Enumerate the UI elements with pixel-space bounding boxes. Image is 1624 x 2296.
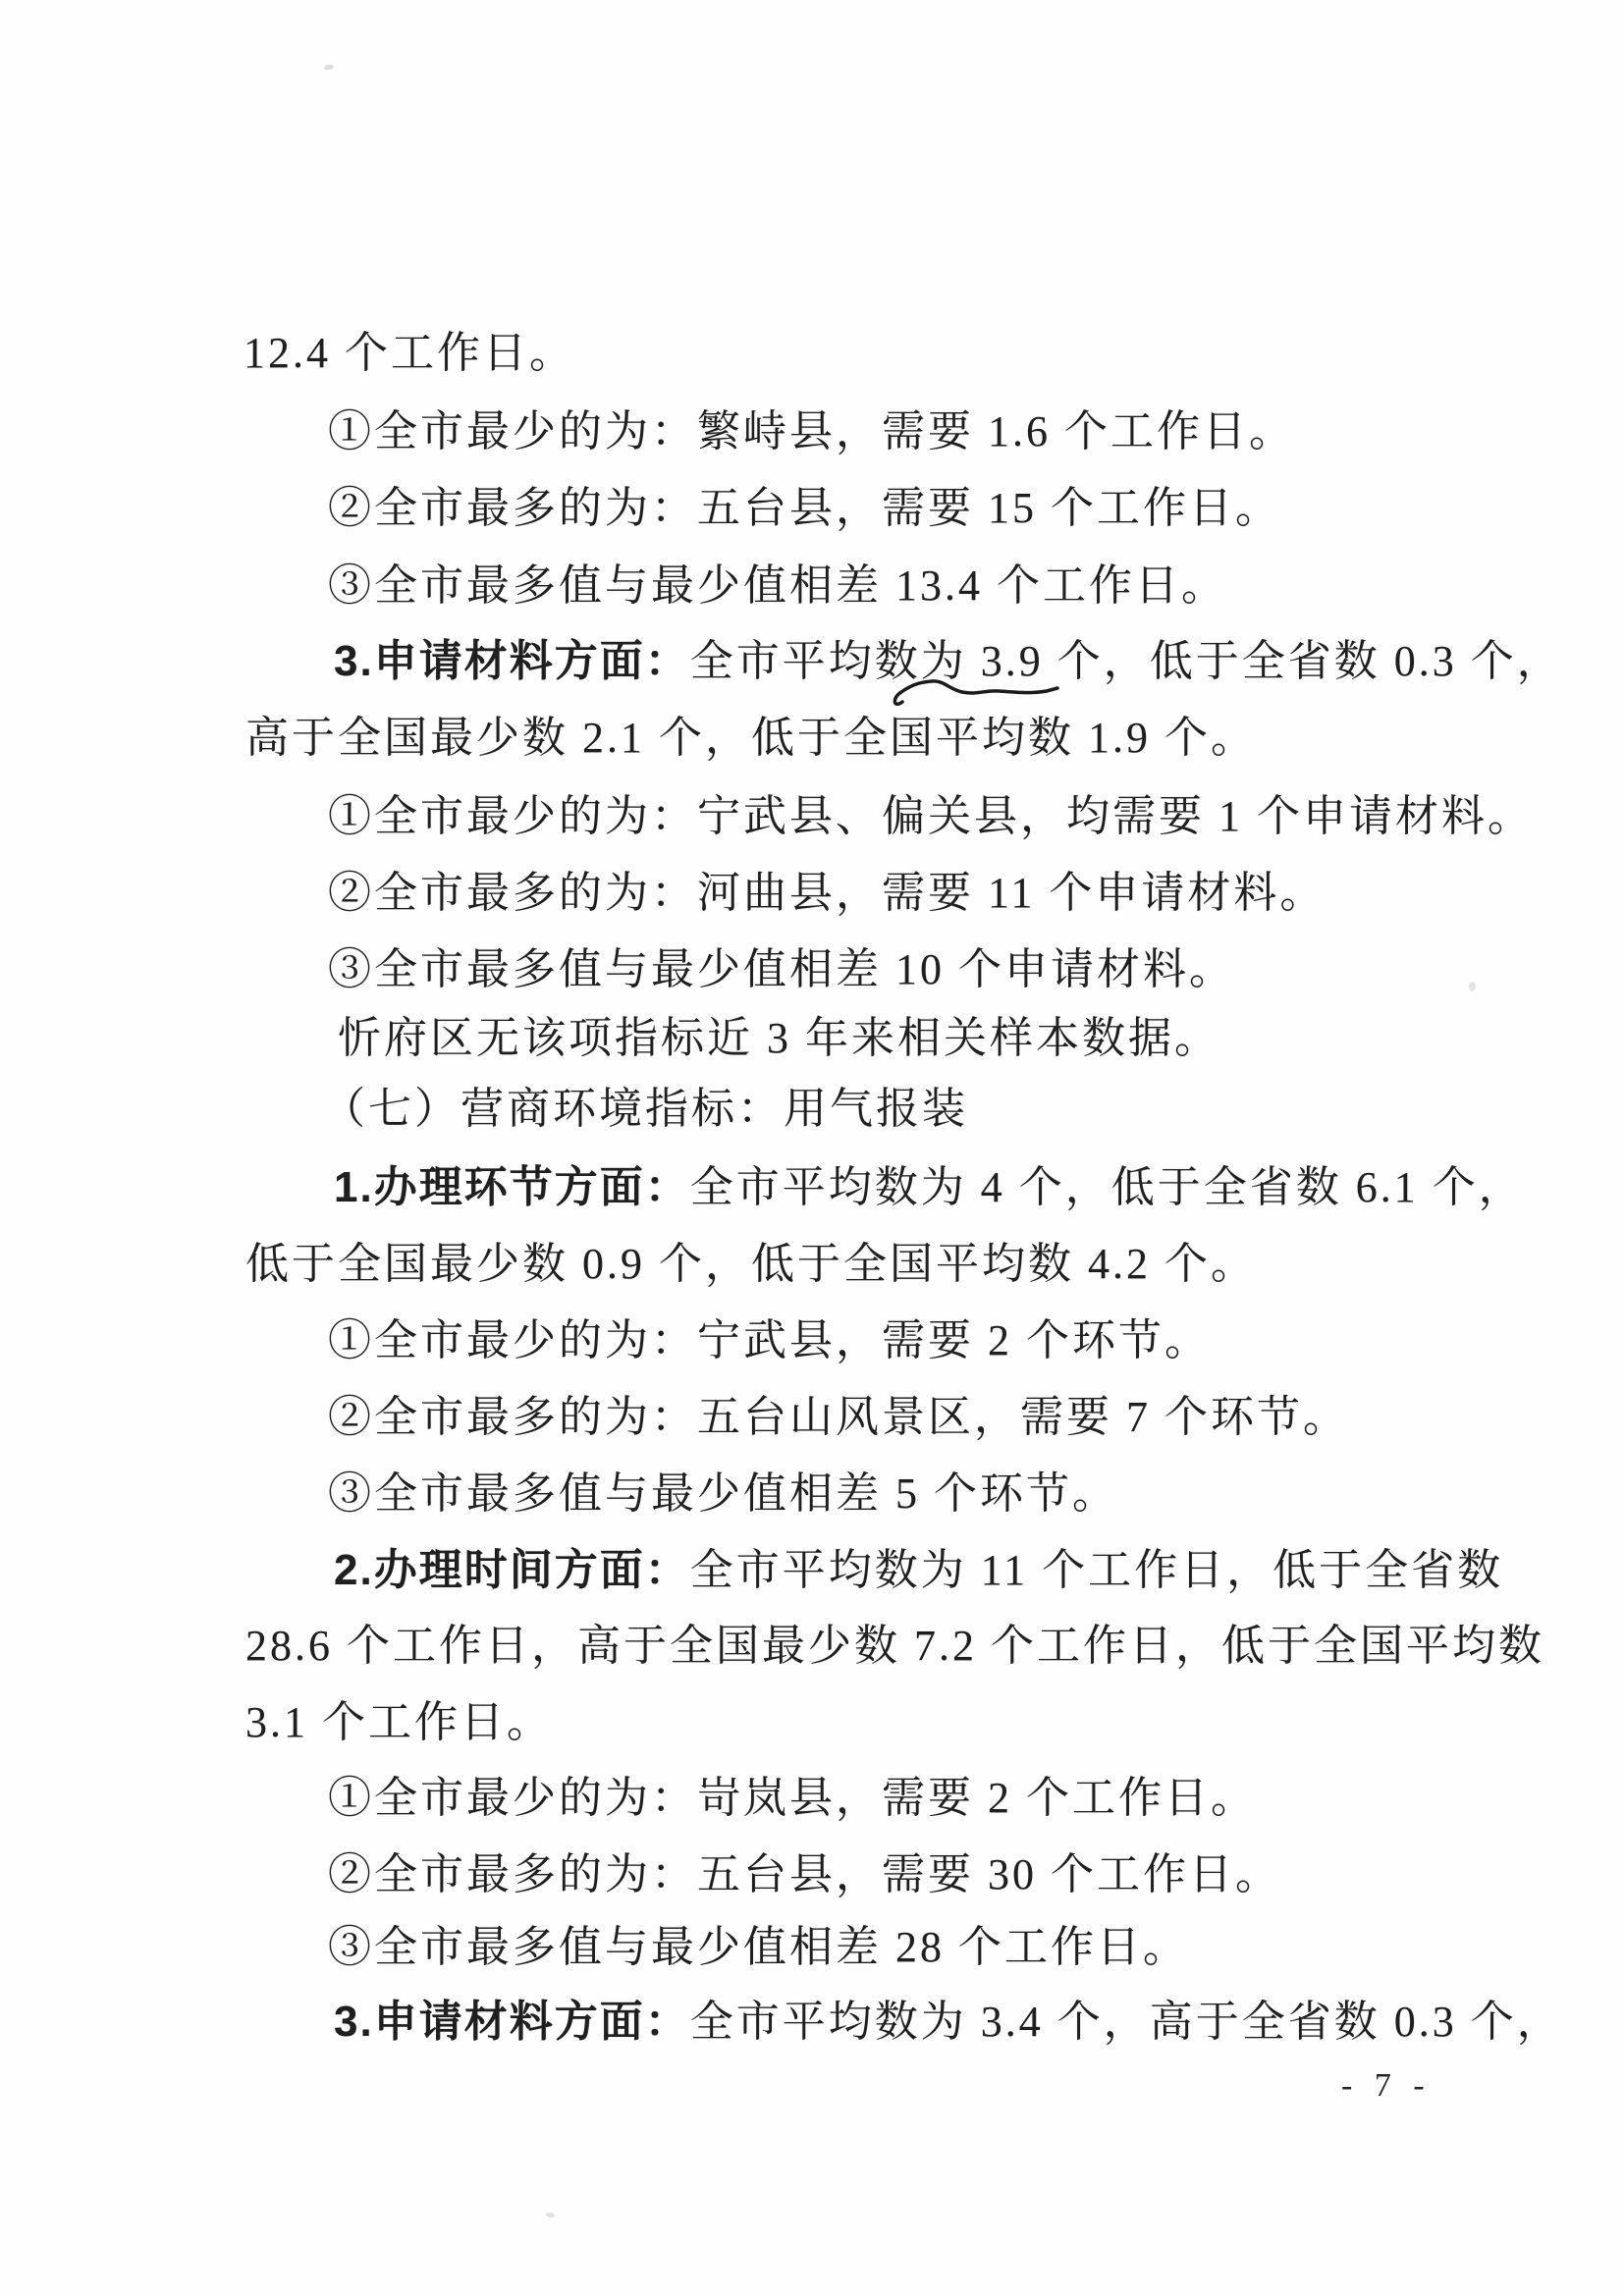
text-line <box>328 485 1281 532</box>
line-text: 低于全国最少数 0.9 个，低于全国平均数 4.2 个。 <box>245 1240 1257 1288</box>
text-line <box>245 715 1257 762</box>
line-text: 28.6 个工作日，高于全国最少数 7.2 个工作日，低于全国平均数 <box>245 1622 1544 1670</box>
text-line <box>245 1699 553 1746</box>
text-line <box>328 1775 1257 1822</box>
line-text: ③全市最多值与最少值相差 13.4 个工作日。 <box>328 561 1227 610</box>
line-text: 高于全国最少数 2.1 个，低于全国平均数 1.9 个。 <box>245 714 1257 762</box>
line-text: 全市平均数为 11 个工作日，低于全省数 <box>689 1546 1504 1594</box>
paragraph-lead: 1.办理环节方面： <box>334 1163 690 1211</box>
line-text: ②全市最多的为：河曲县，需要 11 个申请材料。 <box>328 869 1326 917</box>
line-text: ③全市最多值与最少值相差 28 个工作日。 <box>328 1923 1189 1971</box>
text-line <box>328 1851 1281 1898</box>
text-line <box>328 408 1295 455</box>
line-text: ③全市最多值与最少值相差 10 个申请材料。 <box>328 945 1235 993</box>
page-number: - 7 - <box>1341 2067 1432 2104</box>
text-line <box>328 1924 1189 1971</box>
line-text: 全市平均数为 4 个，低于全省数 6.1 个， <box>689 1163 1525 1211</box>
text-line <box>328 562 1227 610</box>
line-text: 全市平均数为 3.9 个，低于全省数 0.3 个， <box>689 637 1563 685</box>
line-text: ③全市最多值与最少值相差 5 个环节。 <box>328 1469 1118 1518</box>
text-line <box>328 793 1534 840</box>
text-line <box>245 1623 1544 1670</box>
line-text: ①全市最少的为：岢岚县，需要 2 个工作日。 <box>328 1774 1257 1822</box>
text-line <box>328 946 1235 993</box>
text-line <box>334 1164 1525 1211</box>
text-line <box>334 1547 1503 1594</box>
text-line <box>328 1317 1211 1364</box>
text-line <box>338 1015 1220 1062</box>
line-text: ②全市最多的为：五台县，需要 30 个工作日。 <box>328 1850 1281 1898</box>
line-text: ②全市最多的为：五台县，需要 15 个工作日。 <box>328 484 1281 532</box>
text-line <box>328 870 1326 917</box>
text-line <box>244 330 575 377</box>
scan-speck <box>546 2212 556 2217</box>
line-text: 12.4 个工作日。 <box>244 329 575 377</box>
line-text: ①全市最少的为：宁武县、偏关县，均需要 1 个申请材料。 <box>328 792 1534 840</box>
paragraph-lead: 2.办理时间方面： <box>334 1546 690 1594</box>
handwritten-wavy-underline <box>889 670 1075 712</box>
text-line <box>334 1999 1563 2046</box>
paragraph-lead: 3.申请材料方面： <box>334 637 690 685</box>
line-text: 全市平均数为 3.4 个，高于全省数 0.3 个， <box>689 1998 1563 2046</box>
line-text: ②全市最多的为：五台山风景区，需要 7 个环节。 <box>328 1393 1349 1441</box>
text-line <box>245 1241 1257 1288</box>
line-text: 3.1 个工作日。 <box>245 1698 553 1746</box>
section-heading <box>322 1086 968 1133</box>
line-text: 忻府区无该项指标近 3 年来相关样本数据。 <box>338 1014 1220 1062</box>
line-text: （七）营商环境指标：用气报装 <box>322 1085 968 1133</box>
scan-speck <box>1469 982 1476 991</box>
text-line <box>328 1470 1118 1518</box>
line-text: ①全市最少的为：繁峙县，需要 1.6 个工作日。 <box>328 407 1295 455</box>
scan-speck <box>324 64 335 71</box>
text-line <box>328 1394 1349 1441</box>
line-text: ①全市最少的为：宁武县，需要 2 个环节。 <box>328 1316 1211 1364</box>
paragraph-lead: 3.申请材料方面： <box>334 1998 690 2046</box>
